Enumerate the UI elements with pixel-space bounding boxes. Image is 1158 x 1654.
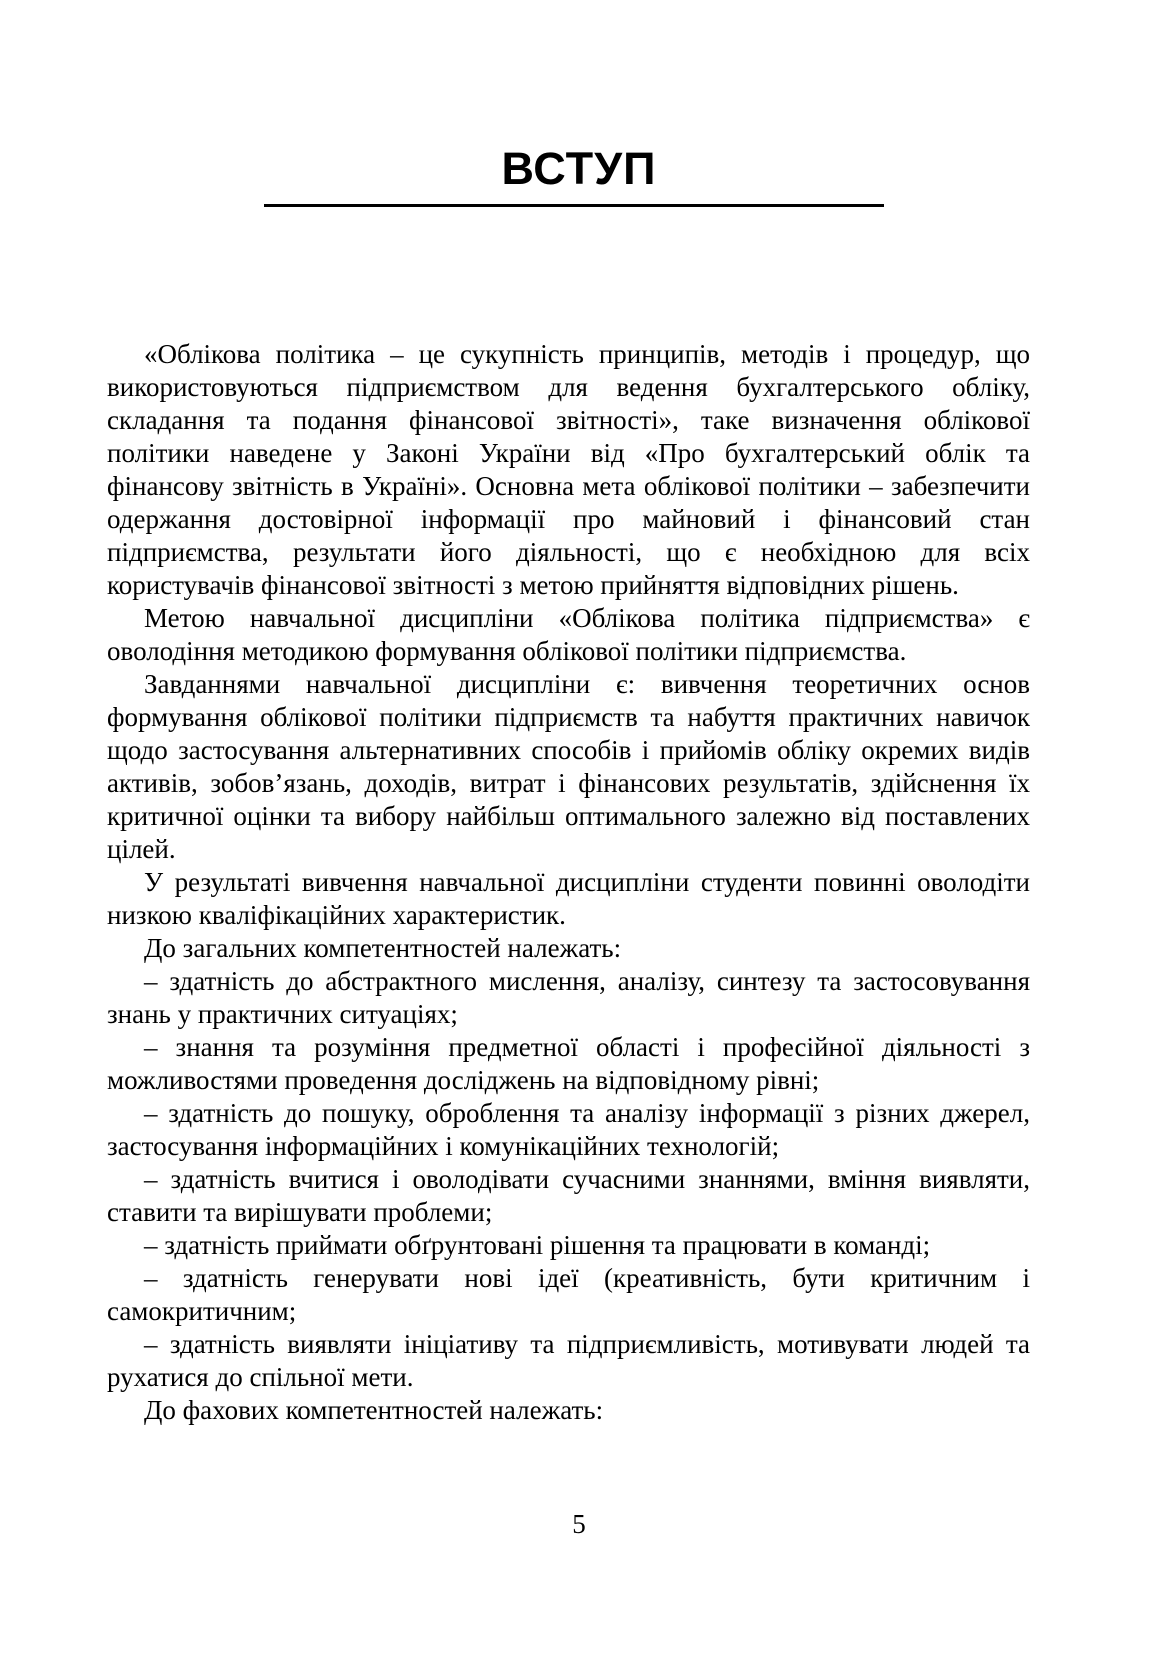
page-title: ВСТУП: [501, 143, 657, 194]
paragraph-course-tasks: Завданнями навчальної дисципліни є: вивчення теоретичних основ формування облікової політики підприємств та набуття практичних навичок щодо застосування альтернативних способів і прийомів обліку окремих видів активів, зобов’язань, доходів, витрат і фінансових результатів, здійснення їх критичної оцінки та вибору найбільш оптимального залежно від поставлених цілей.: [107, 669, 1030, 864]
paragraph-study-result: У результаті вивчення навчальної дисципліни студенти повинні оволодіти низкою кваліфікаційних характеристик.: [107, 867, 1030, 930]
paragraph-professional-competencies-heading: До фахових компетентностей належать:: [144, 1395, 604, 1425]
paragraph-course-goal: Метою навчальної дисципліни «Облікова політика підприємства» є оволодіння методикою формування облікової політики підприємства.: [107, 603, 1030, 666]
list-item-competency: – здатність приймати обґрунтовані рішення та працювати в команді;: [144, 1230, 931, 1260]
page-number: 5: [572, 1509, 586, 1539]
list-item-competency: – здатність виявляти ініціативу та підприємливість, мотивувати людей та рухатися до спільної мети.: [107, 1329, 1030, 1392]
paragraph-general-competencies-heading: До загальних компетентностей належать:: [144, 933, 622, 963]
list-item-competency: – знання та розуміння предметної області і професійної діяльності з можливостями проведення досліджень на відповідному рівні;: [107, 1032, 1030, 1095]
list-item-competency: – здатність до пошуку, оброблення та аналізу інформації з різних джерел, застосування інформаційних і комунікаційних технологій;: [107, 1098, 1030, 1161]
list-item-competency: – здатність генерувати нові ідеї (креативність, бути критичним і самокритичним;: [107, 1263, 1030, 1326]
body-text: [107, 338, 1030, 1427]
paragraph-intro-definition: «Облікова політика – це сукупність принципів, методів і процедур, що використовуються підприємством для ведення бухгалтерського обліку, складання та подання фінансової звітності», таке визначення облікової політики наведене у Законі України від «Про бухгалтерський облік та фінансову звітність в Україні». Основна мета облікової політики – забезпечити одержання достовірної інформації про майновий і фінансовий стан підприємства, результати його діяльності, що є необхідною для всіх користувачів фінансової звітності з метою прийняття відповідних рішень.: [107, 339, 1030, 600]
list-item-competency: – здатність вчитися і оволодівати сучасними знаннями, вміння виявляти, ставити та вирішувати проблеми;: [107, 1164, 1030, 1227]
list-item-competency: – здатність до абстрактного мислення, аналізу, синтезу та застосовування знань у практичних ситуаціях;: [107, 966, 1030, 1029]
title-underline: [264, 204, 884, 207]
